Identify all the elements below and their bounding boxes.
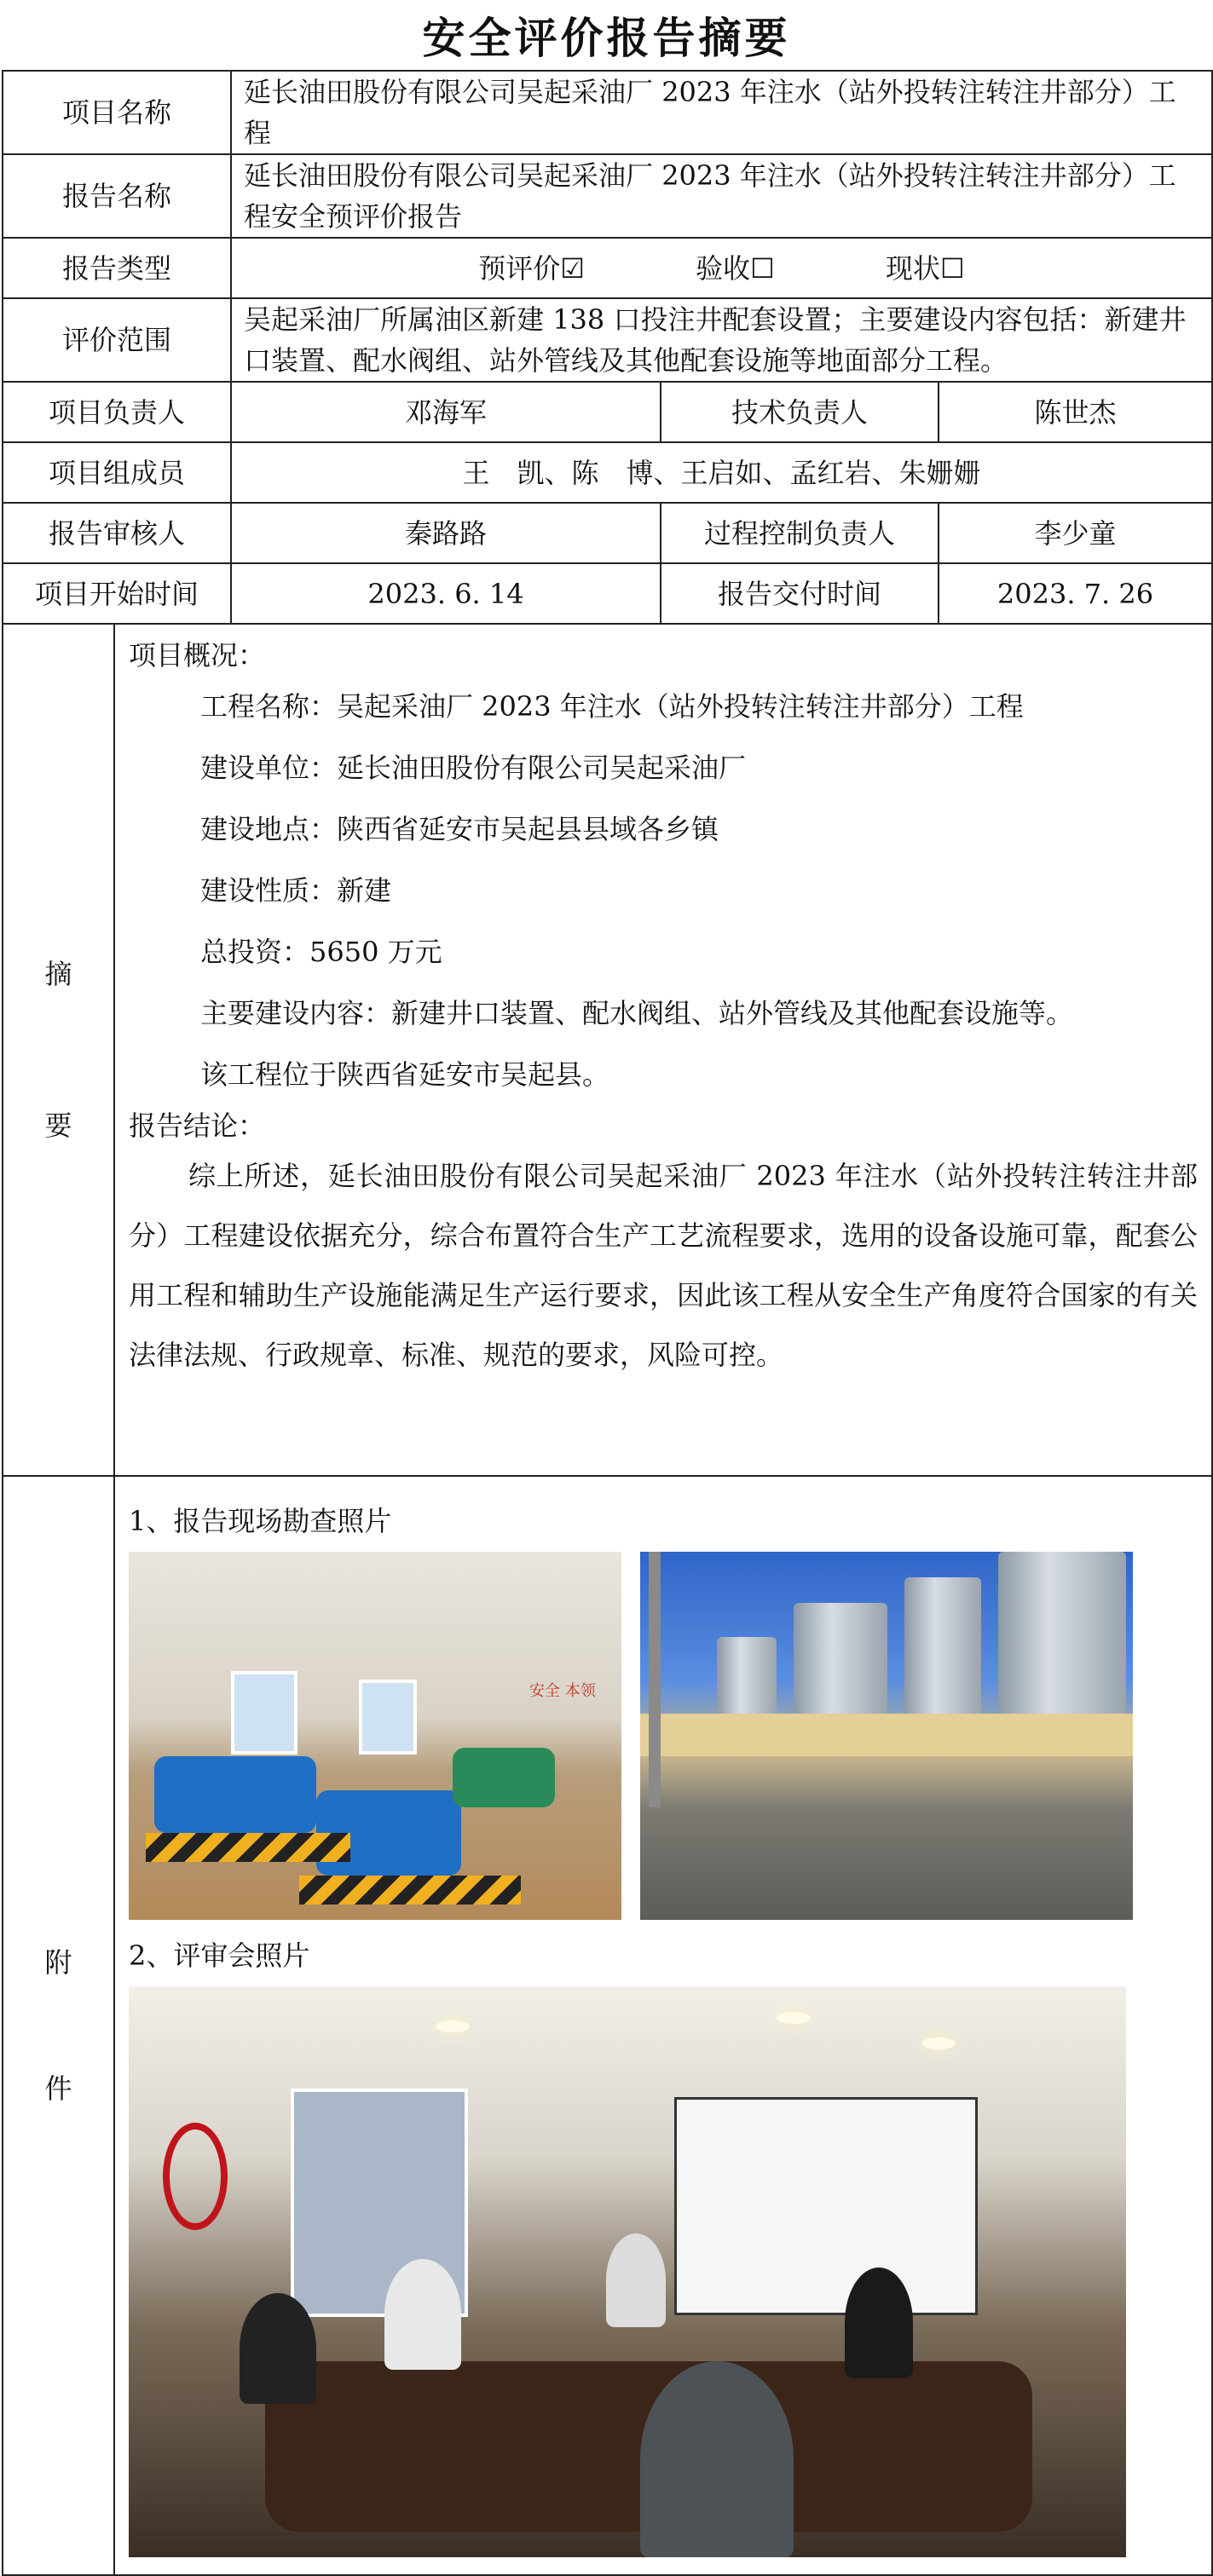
report-type-label: 报告类型: [3, 238, 231, 298]
start-time-value: 2023. 6. 14: [231, 563, 661, 624]
unchecked-box-icon: ☐: [940, 251, 965, 285]
project-name-label: 项目名称: [3, 71, 231, 154]
option-pre-evaluation: [478, 248, 585, 289]
row-dates: [3, 563, 1212, 624]
attachments-vertical-label: [3, 1476, 114, 2575]
report-name-label: 报告名称: [3, 154, 231, 238]
option-current-status-label: 现状: [886, 251, 941, 285]
site-photos: [129, 1552, 1198, 1920]
review-meeting-photo: [129, 1986, 1126, 2557]
summary-content: [114, 624, 1212, 1476]
oil-tank-photo: [640, 1552, 1133, 1920]
reviewer-label: 报告审核人: [3, 503, 231, 563]
attachments-label-char: 件: [44, 2072, 72, 2105]
overview-line: 主要建设内容：新建井口装置、配水阀组、站外管线及其他配套设施等。: [200, 997, 1074, 1029]
reviewer-value: 秦路路: [231, 503, 661, 563]
row-leader: [3, 382, 1212, 442]
attachments-label-char: 附: [44, 1946, 72, 1979]
option-pre-evaluation-label: 预评价: [478, 251, 561, 285]
summary-label-char: 要: [44, 1109, 72, 1142]
delivery-time-value: 2023. 7. 26: [939, 563, 1212, 624]
members-label: 项目组成员: [3, 442, 231, 503]
summary-vertical-label: [3, 624, 114, 1476]
process-control-label: 过程控制负责人: [661, 503, 939, 563]
option-acceptance: [696, 248, 775, 289]
start-time-label: 项目开始时间: [3, 563, 231, 624]
row-report-name: [3, 154, 1212, 238]
tech-leader-value: 陈世杰: [939, 382, 1212, 442]
overview-line: 该工程位于陕西省延安市吴起县。: [200, 1058, 610, 1091]
review-photos-heading: 2、评审会照片: [129, 1939, 310, 1972]
tech-leader-label: 技术负责人: [661, 382, 939, 442]
attachments-content: [114, 1476, 1212, 2575]
row-attachments: [3, 1476, 1212, 2575]
leader-value: 邓海军: [231, 382, 661, 442]
members-value: 王 凯、陈 博、王启如、孟红岩、朱姗姗: [231, 442, 1212, 503]
site-photos-heading: 1、报告现场勘查照片: [129, 1505, 392, 1537]
overview-line: 建设单位：延长油田股份有限公司吴起采油厂: [200, 752, 747, 784]
overview-line: 建设地点：陕西省延安市吴起县县域各乡镇: [200, 813, 719, 845]
overview-line: 工程名称：吴起采油厂 2023 年注水（站外投转注转注井部分）工程: [200, 690, 1024, 723]
page-title: 安全评价报告摘要: [422, 14, 791, 63]
row-project-name: [3, 71, 1212, 154]
row-scope: [3, 298, 1212, 382]
overview-line: 总投资：5650 万元: [200, 936, 442, 968]
scope-label: 评价范围: [3, 298, 231, 382]
delivery-time-label: 报告交付时间: [661, 563, 939, 624]
conclusion-heading: 报告结论：: [129, 1109, 266, 1142]
option-acceptance-label: 验收: [696, 251, 751, 285]
conclusion-text: 综上所述，延长油田股份有限公司吴起采油厂 2023 年注水（站外投转注转注井部分）工程建设依据充分，综合布置符合生产工艺流程要求，选用的设备设施可靠，配套公用工程和辅助生产设施能满足生产运行要求，因此该工程从安全生产角度符合国家的有关法律法规、行政规章、标准、规范的要求，风险可控。: [129, 1160, 1199, 1371]
process-control-value: 李少童: [939, 503, 1212, 563]
summary-label-char: 摘: [44, 958, 72, 990]
row-reviewer: [3, 503, 1212, 563]
row-members: [3, 442, 1212, 503]
overview-line: 建设性质：新建: [200, 874, 392, 907]
scope-value: 吴起采油厂所属油区新建 138 口投注井配套设置；主要建设内容包括：新建井口装置、配水阀组、站外管线及其他配套设施等地面部分工程。: [231, 298, 1212, 382]
report-summary-table: [2, 70, 1213, 2576]
report-type-options: [231, 238, 1212, 298]
unchecked-box-icon: ☐: [750, 251, 775, 285]
leader-label: 项目负责人: [3, 382, 231, 442]
row-summary: [3, 624, 1212, 1476]
overview-heading: 项目概况：: [129, 639, 266, 671]
wall-sign-text: 安全 本领: [529, 1682, 596, 1700]
report-name-value: 延长油田股份有限公司吴起采油厂 2023 年注水（站外投转注转注井部分）工程安全预评价报告: [231, 154, 1212, 238]
project-name-value: 延长油田股份有限公司吴起采油厂 2023 年注水（站外投转注转注井部分）工程: [231, 71, 1212, 154]
pump-room-photo: [129, 1552, 621, 1920]
row-report-type: [3, 238, 1212, 298]
option-current-status: [886, 248, 965, 289]
checked-box-icon: ☑: [560, 251, 585, 285]
